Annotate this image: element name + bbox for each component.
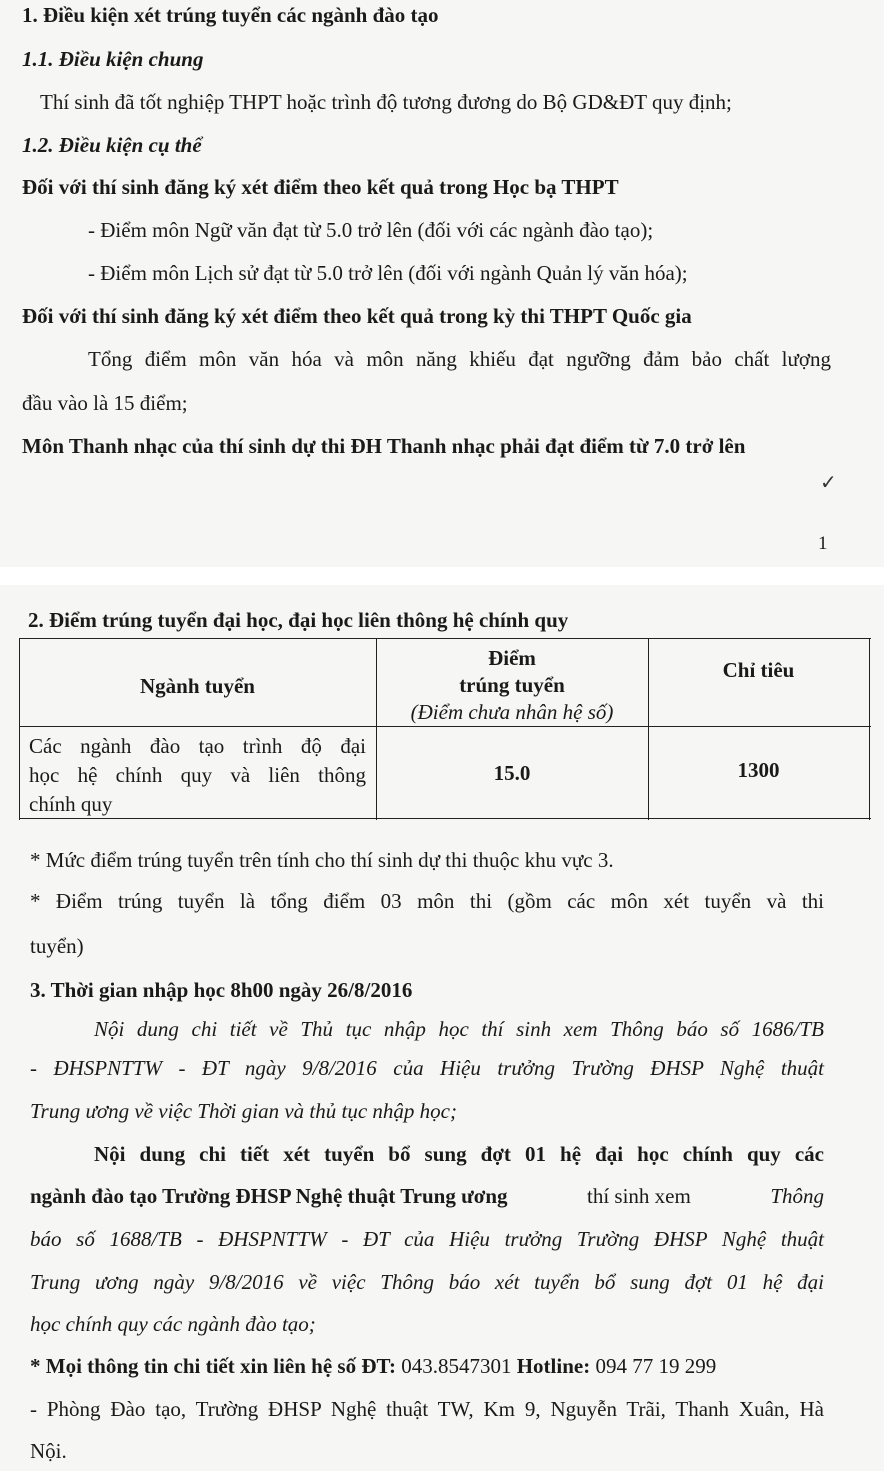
section-3-text-line-1: Nội dung chi tiết về Thủ tục nhập học thí sinh xem Thông báo số 1686/TB — [94, 1017, 824, 1041]
document-page-1 — [0, 0, 884, 567]
note-2-line-2: tuyển) — [30, 934, 84, 958]
address-line-1: - Phòng Đào tạo, Trường ĐHSP Nghệ thuật TW, Km 9, Nguyễn Trãi, Thanh Xuân, Hà — [30, 1397, 824, 1421]
bosung-line-2-bold: ngành đào tạo Trường ĐHSP Nghệ thuật Trung ương — [30, 1184, 508, 1208]
contact-line — [30, 1352, 716, 1380]
page-separator — [0, 567, 884, 585]
hocba-heading: Đối với thí sinh đăng ký xét điểm theo kết quả trong Học bạ THPT — [22, 175, 619, 199]
hotline-number: 094 77 19 299 — [590, 1354, 717, 1378]
thpt-text-line-2: đầu vào là 15 điểm; — [22, 391, 188, 415]
page-number: 1 — [818, 533, 828, 554]
row-nganh-line-1: Các ngành đào tạo trình độ đại — [29, 734, 366, 758]
header-nganh-tuyen: Ngành tuyển — [140, 674, 255, 698]
section-3-text-line-2: - ĐHSPNTTW - ĐT ngày 9/8/2016 của Hiệu trưởng Trường ĐHSP Nghệ thuật — [30, 1056, 824, 1080]
header-chi-tieu: Chỉ tiêu — [722, 658, 795, 682]
row-nganh-line-2: học hệ chính quy và liên thông — [29, 763, 366, 787]
section-1-1-text: Thí sinh đã tốt nghiệp THPT hoặc trình độ tương đương do Bộ GD&ĐT quy định; — [40, 90, 732, 114]
bosung-line-1: Nội dung chi tiết xét tuyển bổ sung đợt 01 hệ đại học chính quy các — [94, 1142, 824, 1166]
header-diem-line-2: trúng tuyển — [459, 673, 565, 697]
contact-phone: 043.8547301 — [395, 1354, 517, 1378]
address-line-2: Nội. — [30, 1439, 67, 1463]
note-1: * Mức điểm trúng tuyển trên tính cho thí sinh dự thi thuộc khu vực 3. — [30, 848, 614, 872]
header-diem-note: (Điểm chưa nhân hệ số) — [410, 700, 614, 724]
section-1-1-heading: 1.1. Điều kiện chung — [22, 47, 204, 71]
section-1-2-heading: 1.2. Điều kiện cụ thể — [22, 133, 202, 157]
thpt-text-line-1: Tổng điểm môn văn hóa và môn năng khiếu đạt ngưỡng đảm bảo chất lượng — [88, 347, 831, 371]
bosung-line-4: Trung ương ngày 9/8/2016 về việc Thông báo xét tuyển bổ sung đợt 01 hệ đại — [30, 1270, 824, 1294]
header-diem-line-1: Điểm — [488, 646, 536, 670]
row-nganh-line-3: chính quy — [29, 792, 113, 816]
initials-mark: ✓ — [820, 472, 837, 494]
admission-score-table — [19, 638, 871, 820]
hocba-item-1: - Điểm môn Ngữ văn đạt từ 5.0 trở lên (đối với các ngành đào tạo); — [88, 218, 654, 242]
bosung-line-5: học chính quy các ngành đào tạo; — [30, 1312, 316, 1336]
thpt-heading: Đối với thí sinh đăng ký xét điểm theo kết quả trong kỳ thi THPT Quốc gia — [22, 304, 692, 328]
section-3-heading: 3. Thời gian nhập học 8h00 ngày 26/8/2016 — [30, 978, 413, 1002]
note-2-line-1: * Điểm trúng tuyển là tổng điểm 03 môn thi (gồm các môn xét tuyển và thi — [30, 889, 824, 913]
hocba-item-2: - Điểm môn Lịch sử đạt từ 5.0 trở lên (đối với ngành Quản lý văn hóa); — [88, 261, 688, 285]
bosung-line-2-normal: thí sinh xem — [581, 1184, 697, 1208]
bosung-line-2-italic: Thông — [770, 1184, 824, 1208]
section-1-heading: 1. Điều kiện xét trúng tuyển các ngành đào tạo — [22, 3, 439, 27]
bosung-line-2 — [30, 1182, 824, 1210]
section-2-heading: 2. Điểm trúng tuyển đại học, đại học liên thông hệ chính quy — [28, 608, 569, 632]
thanhnhac-requirement: Môn Thanh nhạc của thí sinh dự thi ĐH Thanh nhạc phải đạt điểm từ 7.0 trở lên — [22, 434, 746, 458]
bosung-line-3: báo số 1688/TB - ĐHSPNTTW - ĐT của Hiệu trưởng Trường ĐHSP Nghệ thuật — [30, 1227, 824, 1251]
section-3-text-line-3: Trung ương về việc Thời gian và thủ tục nhập học; — [30, 1099, 457, 1123]
row-chi-tieu: 1300 — [737, 758, 780, 782]
hotline-label: Hotline: — [516, 1354, 591, 1378]
row-diem: 15.0 — [493, 761, 531, 785]
contact-label: * Mọi thông tin chi tiết xin liên hệ số ĐT: — [30, 1354, 396, 1378]
